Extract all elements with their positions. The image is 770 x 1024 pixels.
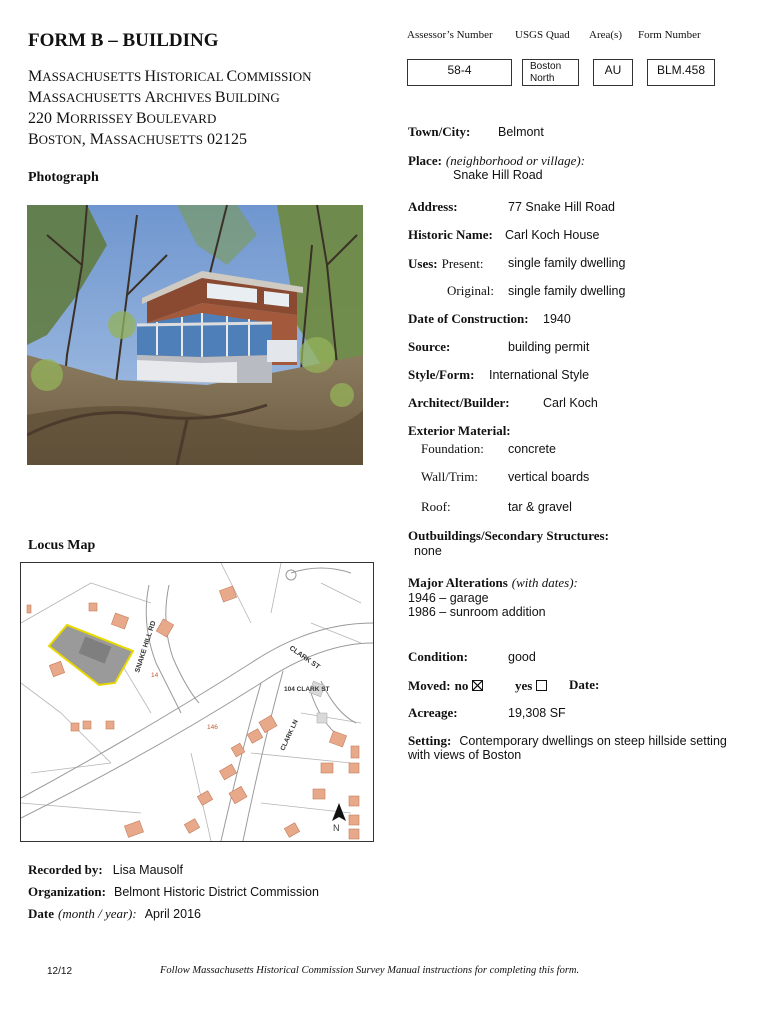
form-number-field: BLM.458 [647,59,715,86]
locus-map-image [21,563,373,841]
areas-field: AU [593,59,633,86]
commission-line-3: 220 MORRISSEY BOULEVARD [28,110,217,127]
commission-line-4: BOSTON, MASSACHUSETTS 02125 [28,131,247,148]
historic-name-label: Historic Name: [408,227,493,242]
moved-yes-option: yes [515,677,547,695]
commission-line-1: MASSACHUSETTS HISTORICAL COMMISSION [28,68,312,85]
outbuildings-value: none [414,544,442,558]
town-value: Belmont [498,125,544,139]
place-field: Place: (neighborhood or village): [408,153,586,168]
uses-original-label: Original: [447,283,494,298]
source-value: building permit [508,340,590,354]
map-label-104-clark-st: 104 CLARK ST [284,686,330,693]
checkbox-x-icon [473,681,482,690]
date-row: Date (month / year): April 2016 [28,906,201,921]
map-label-snake-hill-rd: SNAKE HILL RD [134,620,158,674]
exterior-material-label: Exterior Material: [408,423,511,438]
architect-value: Carl Koch [543,396,598,410]
recorded-by-row: Recorded by: Lisa Mausolf [28,862,183,877]
foundation-value: concrete [508,442,556,456]
map-label-clark-st: CLARK ST [287,644,321,671]
commission-line-2: MASSACHUSETTS ARCHIVES BUILDING [28,89,280,106]
locus-map [20,562,374,842]
address-value: 77 Snake Hill Road [508,200,616,214]
usgs-quad-label: USGS Quad [515,29,570,41]
moved-date-label: Date: [569,677,600,692]
town-label: Town/City: [408,124,471,139]
commission-address [28,66,312,150]
alteration-1: 1946 – garage [408,591,489,605]
wall-trim-label: Wall/Trim: [421,469,478,484]
foundation-label: Foundation: [421,441,484,456]
roof-label: Roof: [421,499,451,514]
map-label-clark-ln: CLARK LN [279,718,300,752]
moved-no-checkbox[interactable] [472,680,483,691]
acreage-label: Acreage: [408,705,458,720]
setting-line-2: with views of Boston [408,748,522,762]
wall-trim-value: vertical boards [508,470,590,484]
map-lot-14: 14 [151,672,159,679]
condition-label: Condition: [408,649,468,664]
uses-present-value: single family dwelling [508,256,626,270]
moved-yes-checkbox[interactable] [536,680,547,691]
map-north-label: N [333,823,340,833]
condition-value: good [508,650,536,664]
roof-value: tar & gravel [508,500,572,514]
acreage-value: 19,308 SF [508,706,566,720]
page-number: 12/12 [47,966,73,977]
historic-name-value: Carl Koch House [505,228,600,242]
building-photo-image [27,205,363,465]
usgs-quad-field: Boston North [522,59,579,86]
style-form-label: Style/Form: [408,367,475,382]
style-form-value: International Style [489,368,590,382]
assessor-number-label: Assessor’s Number [407,29,493,41]
photograph-label: Photograph [28,170,99,185]
place-value: Snake Hill Road [453,168,543,182]
setting-row: Setting: Contemporary dwellings on steep hillside setting [408,733,727,748]
locus-map-label: Locus Map [28,538,96,553]
map-lot-146: 146 [207,724,218,731]
date-of-construction-value: 1940 [543,312,571,326]
form-number-label: Form Number [638,29,701,41]
address-label: Address: [408,199,458,214]
moved-row: Moved: no [408,677,483,695]
uses-present-row: Uses: Present: [408,256,484,271]
source-label: Source: [408,339,451,354]
organization-row: Organization: Belmont Historic District Commission [28,884,319,899]
major-alterations-field: Major Alterations (with dates): [408,575,578,590]
architect-label: Architect/Builder: [408,395,510,410]
areas-label: Area(s) [589,29,622,41]
assessor-number-field: 58-4 [407,59,512,86]
footer-instructions: Follow Massachusetts Historical Commission Survey Manual instructions for completing this form. [160,965,580,976]
uses-original-value: single family dwelling [508,284,626,298]
outbuildings-label: Outbuildings/Secondary Structures: [408,528,609,543]
alteration-2: 1986 – sunroom addition [408,605,546,619]
building-photograph [27,205,363,465]
form-title: FORM B – BUILDING [28,30,219,51]
date-of-construction-label: Date of Construction: [408,311,529,326]
